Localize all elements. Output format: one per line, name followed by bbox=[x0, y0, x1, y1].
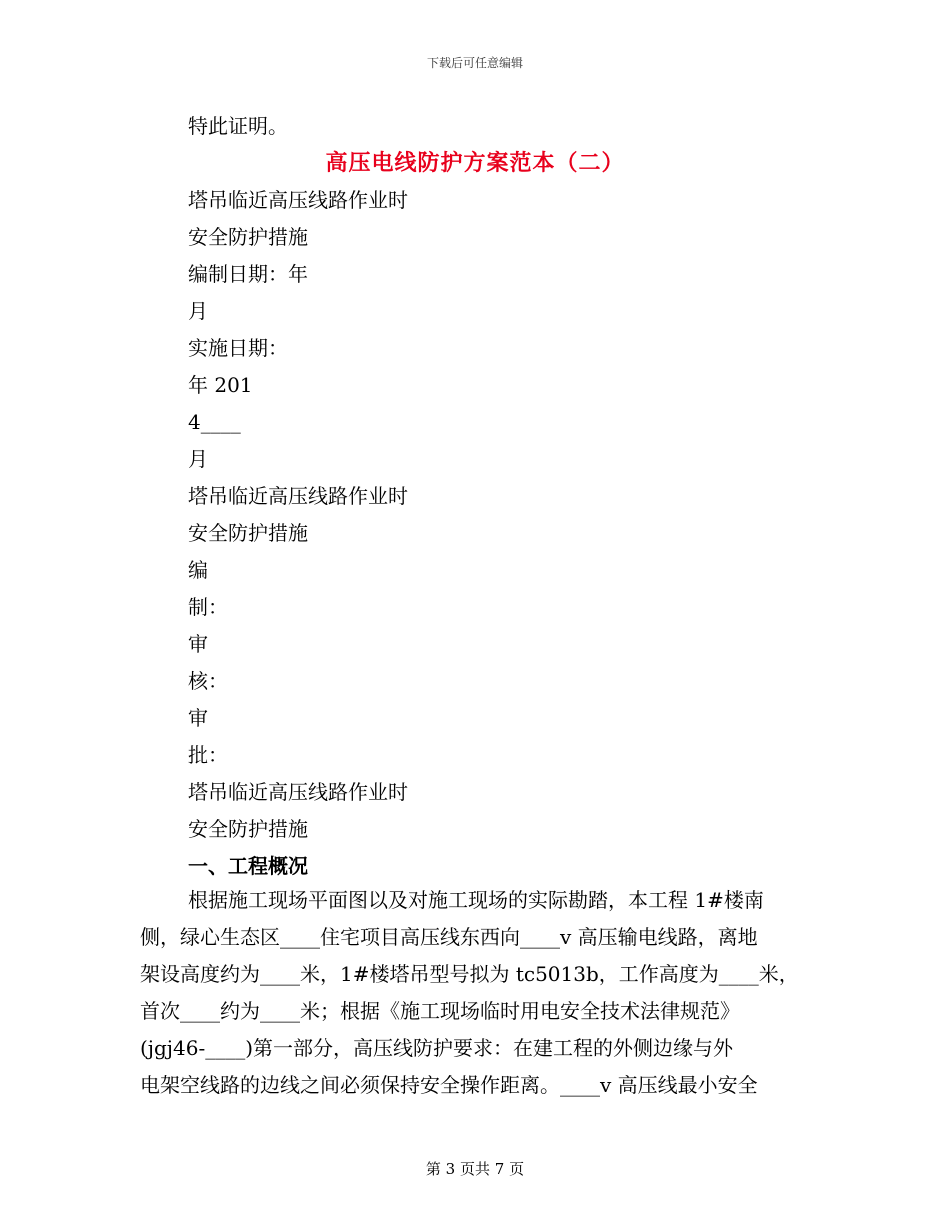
text-line: 实施日期： bbox=[188, 336, 288, 360]
text-line: 编 bbox=[188, 558, 208, 582]
paragraph-line: 首次____约为____米；根据《施工现场临时用电安全技术法律规范》 bbox=[140, 999, 740, 1023]
text-line: 塔吊临近高压线路作业时 bbox=[188, 188, 408, 212]
text-line: 审 bbox=[188, 632, 208, 656]
text-line: 年 201 bbox=[188, 373, 253, 397]
page-footer: 第 3 页共 7 页 bbox=[425, 1160, 525, 1178]
text-line: 4____ bbox=[188, 410, 241, 434]
text-line: 编制日期：年 bbox=[188, 262, 308, 286]
text-line: 特此证明。 bbox=[188, 114, 288, 138]
document-title: 高压电线防护方案范本（二） bbox=[325, 150, 625, 176]
paragraph-line: 架设高度约为____米，1#楼塔吊型号拟为 tc5013b，工作高度为____米， bbox=[140, 962, 799, 986]
text-line: 核： bbox=[188, 669, 228, 693]
paragraph-line: 侧，绿心生态区____住宅项目高压线东西向____v 高压输电线路，离地 bbox=[140, 925, 758, 949]
text-line: 批： bbox=[188, 743, 228, 767]
text-line: 塔吊临近高压线路作业时 bbox=[188, 780, 408, 804]
document-body bbox=[188, 108, 810, 885]
text-line: 审 bbox=[188, 706, 208, 730]
paragraph-line: 电架空线路的边线之间必须保持安全操作距离。____v 高压线最小安全 bbox=[140, 1073, 758, 1097]
text-line: 月 bbox=[188, 299, 208, 323]
paragraph-line: (jgj46-____)第一部分，高压线防护要求：在建工程的外侧边缘与外 bbox=[140, 1036, 734, 1060]
text-line: 制： bbox=[188, 595, 228, 619]
text-line: 安全防护措施 bbox=[188, 521, 308, 545]
text-line: 塔吊临近高压线路作业时 bbox=[188, 484, 408, 508]
paragraph-line: 根据施工现场平面图以及对施工现场的实际勘踏，本工程 1#楼南 bbox=[188, 888, 764, 912]
text-line: 安全防护措施 bbox=[188, 817, 308, 841]
text-line: 安全防护措施 bbox=[188, 225, 308, 249]
page-header: 下载后可任意编辑 bbox=[426, 56, 523, 70]
text-line: 月 bbox=[188, 447, 208, 471]
section-heading: 一、工程概况 bbox=[188, 854, 308, 878]
overview-paragraph bbox=[140, 882, 820, 1104]
